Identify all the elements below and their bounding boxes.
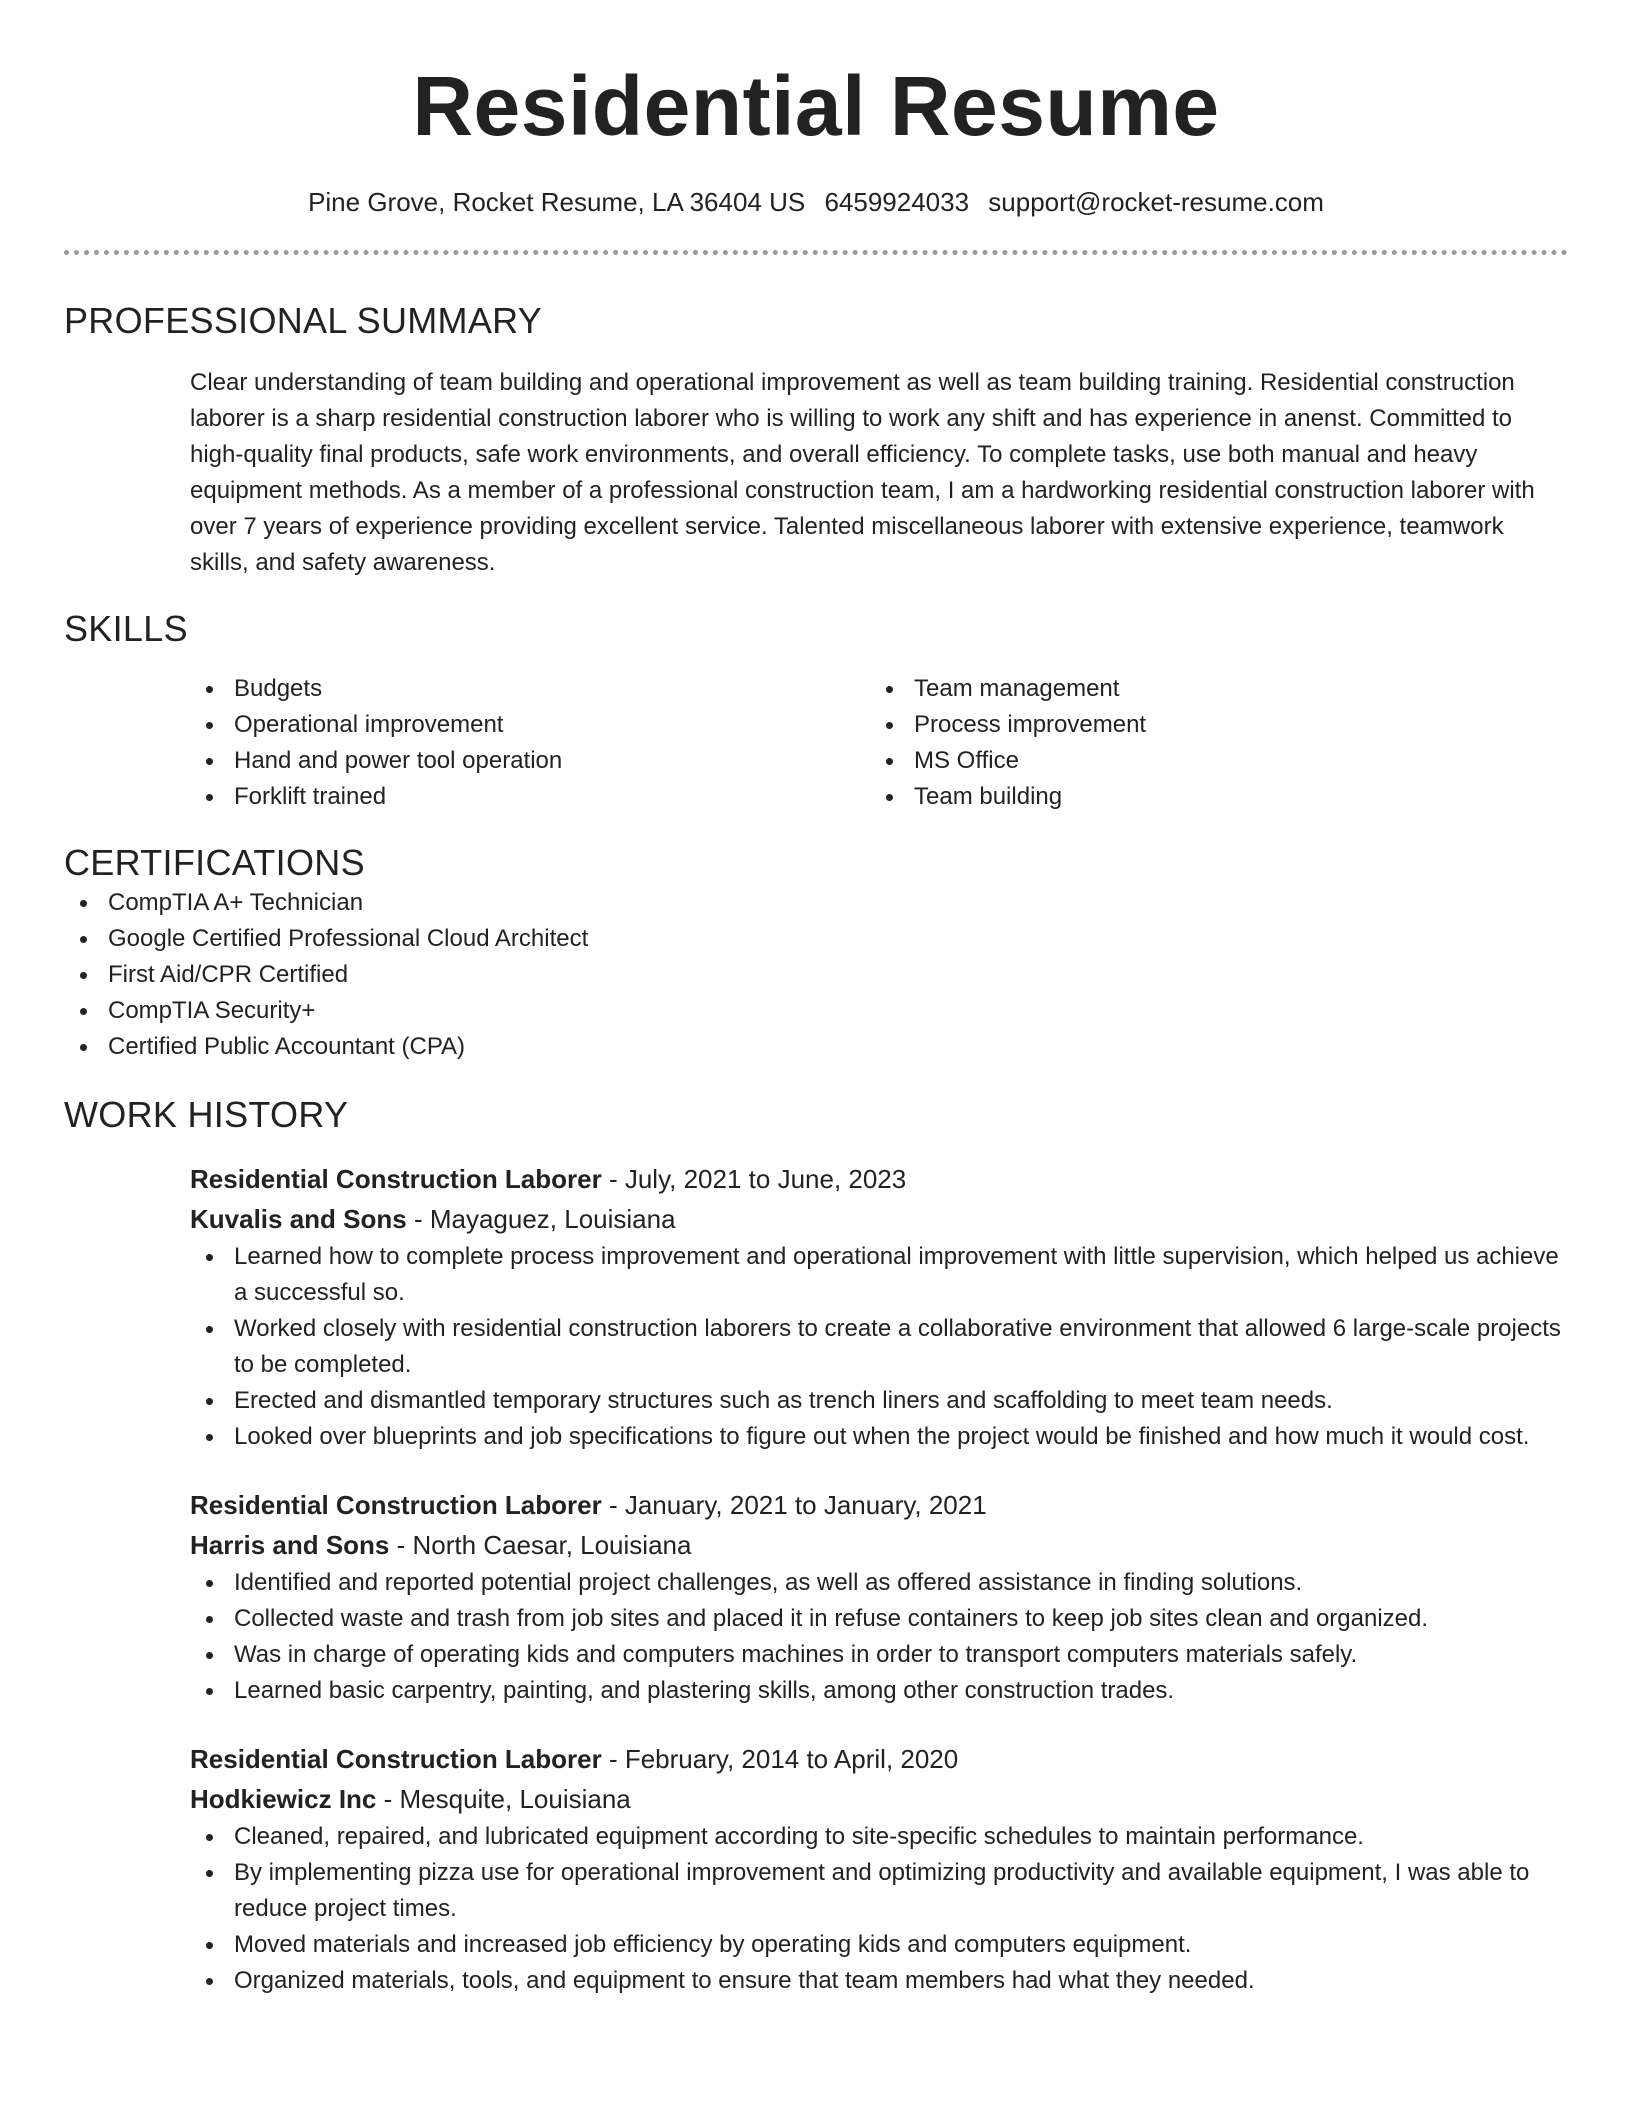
job-bullet: Learned how to complete process improvement and operational improvement with little supervision, which helped us achieve a successful so. <box>190 1239 1568 1311</box>
work-history-heading: WORK HISTORY <box>64 1094 349 1135</box>
job-bullet: Was in charge of operating kids and computers machines in order to transport computers materials safely. <box>190 1637 1568 1673</box>
job-role: Residential Construction Laborer <box>190 1490 602 1520</box>
job-location: - Mayaguez, Louisiana <box>406 1204 676 1234</box>
job-bullet: By implementing pizza use for operational improvement and optimizing productivity and available equipment, I was able to reduce project times. <box>190 1855 1568 1927</box>
job-company-line <box>190 1525 1568 1565</box>
job-bullet: Moved materials and increased job efficiency by operating kids and computers equipment. <box>190 1927 1568 1963</box>
skills-list <box>64 671 1568 815</box>
resume-page <box>64 0 1568 1999</box>
skills-heading: SKILLS <box>64 608 188 649</box>
job-bullets <box>190 1565 1568 1709</box>
job-role: Residential Construction Laborer <box>190 1744 602 1774</box>
job-bullet: Erected and dismantled temporary structures such as trench liners and scaffolding to meet team needs. <box>190 1383 1568 1419</box>
job-dates: - February, 2014 to April, 2020 <box>601 1744 959 1774</box>
certification-item: CompTIA A+ Technician <box>64 885 1568 921</box>
certification-item: Certified Public Accountant (CPA) <box>64 1029 1568 1065</box>
skills-column-left <box>190 671 870 815</box>
contact-address: Pine Grove, Rocket Resume, LA 36404 US <box>308 187 806 217</box>
job-bullets <box>190 1819 1568 1999</box>
job-company: Harris and Sons <box>190 1530 390 1560</box>
skill-item: Process improvement <box>870 707 1550 743</box>
job-location: - Mesquite, Louisiana <box>376 1784 631 1814</box>
skill-item: Budgets <box>190 671 870 707</box>
job-title-line <box>190 1159 1568 1199</box>
job-entry <box>64 1159 1568 1455</box>
job-bullet: Worked closely with residential construction laborers to create a collaborative environment that allowed 6 large-scale projects to be completed. <box>190 1311 1568 1383</box>
certification-item: CompTIA Security+ <box>64 993 1568 1029</box>
job-company: Kuvalis and Sons <box>190 1204 407 1234</box>
job-dates: - July, 2021 to June, 2023 <box>601 1164 907 1194</box>
contact-phone: 6459924033 <box>824 187 970 217</box>
job-location: - North Caesar, Louisiana <box>389 1530 692 1560</box>
job-entry <box>64 1739 1568 1999</box>
job-entry <box>64 1485 1568 1709</box>
skill-item: Team building <box>870 779 1550 815</box>
job-title-line <box>190 1739 1568 1779</box>
job-bullet: Identified and reported potential project challenges, as well as offered assistance in finding solutions. <box>190 1565 1568 1601</box>
summary-text: Clear understanding of team building and operational improvement as well as team building training. Residential construction laborer is a sharp residential construction laborer who is willing to work any shift and has experience in anenst. Committed to high-quality final products, safe work environments, and overall efficiency. To complete tasks, use both manual and heavy equipment methods. As a member of a professional construction team, I am a hardworking residential construction laborer with over 7 years of experience providing excellent service. Talented miscellaneous laborer with extensive experience, teamwork skills, and safety awareness. <box>190 369 1535 576</box>
certifications-heading: CERTIFICATIONS <box>64 842 365 883</box>
skill-item: Team management <box>870 671 1550 707</box>
skill-item: Operational improvement <box>190 707 870 743</box>
resume-name: Residential Resume <box>412 59 1220 153</box>
certification-item: Google Certified Professional Cloud Architect <box>64 921 1568 957</box>
job-dates: - January, 2021 to January, 2021 <box>601 1490 987 1520</box>
certification-item: First Aid/CPR Certified <box>64 957 1568 993</box>
job-bullet: Organized materials, tools, and equipment to ensure that team members had what they needed. <box>190 1963 1568 1999</box>
job-company: Hodkiewicz Inc <box>190 1784 377 1814</box>
job-title-line <box>190 1485 1568 1525</box>
job-bullet: Collected waste and trash from job sites and placed it in refuse containers to keep job sites clean and organized. <box>190 1601 1568 1637</box>
header-divider <box>64 250 1568 255</box>
job-company-line <box>190 1779 1568 1819</box>
contact-email[interactable]: support@rocket-resume.com <box>988 187 1324 217</box>
skill-item: Hand and power tool operation <box>190 743 870 779</box>
job-bullet: Cleaned, repaired, and lubricated equipment according to site-specific schedules to maintain performance. <box>190 1819 1568 1855</box>
skills-column-right <box>870 671 1550 815</box>
certifications-list <box>64 885 1568 1065</box>
contact-line <box>64 186 1568 218</box>
job-bullet: Looked over blueprints and job specifications to figure out when the project would be finished and how much it would cost. <box>190 1419 1568 1455</box>
job-bullets <box>190 1239 1568 1455</box>
skill-item: Forklift trained <box>190 779 870 815</box>
skill-item: MS Office <box>870 743 1550 779</box>
summary-heading: PROFESSIONAL SUMMARY <box>64 300 543 341</box>
job-bullet: Learned basic carpentry, painting, and plastering skills, among other construction trades. <box>190 1673 1568 1709</box>
job-role: Residential Construction Laborer <box>190 1164 602 1194</box>
job-company-line <box>190 1199 1568 1239</box>
